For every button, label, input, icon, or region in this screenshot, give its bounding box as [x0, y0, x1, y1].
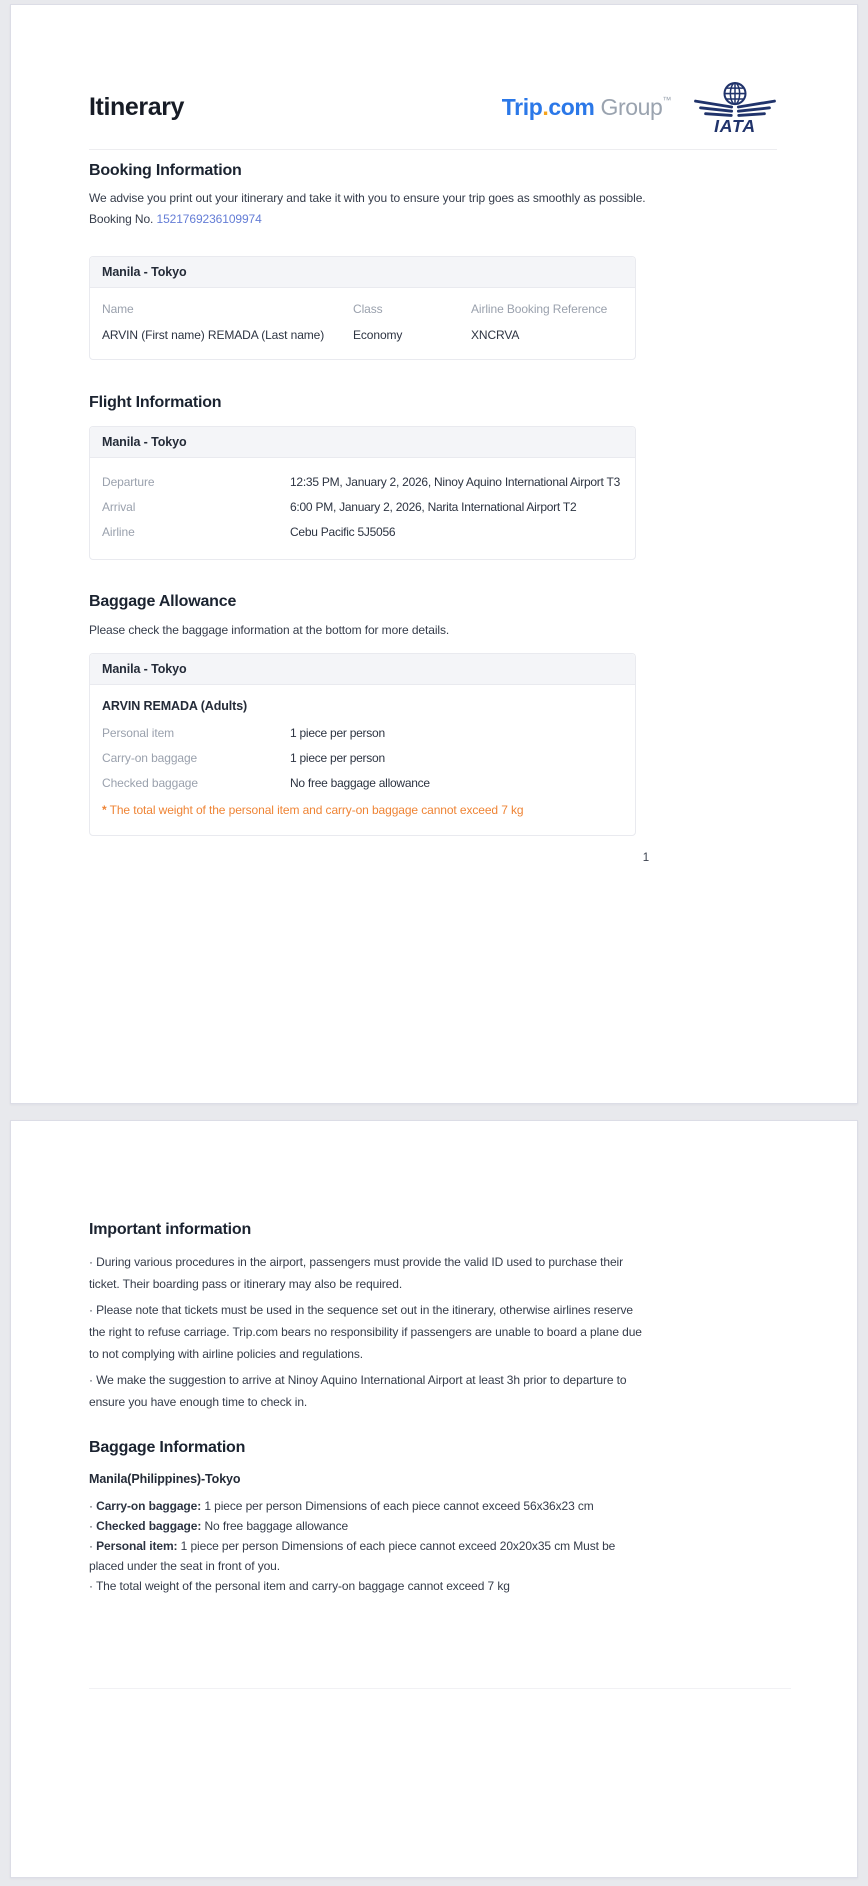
iata-logo-icon	[693, 79, 777, 135]
page-title: Itinerary	[89, 92, 185, 121]
bullet-dot: ·	[89, 1579, 93, 1593]
carry-on-baggage-value: 1 piece per person	[290, 751, 385, 765]
booking-table-header	[102, 302, 623, 317]
document-header	[89, 79, 777, 150]
column-name: Name	[102, 302, 134, 316]
airline-label: Airline	[102, 525, 135, 539]
baggage-information-heading: Baggage Information	[89, 1439, 246, 1456]
baggage-info-item	[89, 1576, 649, 1596]
checked-baggage-label: Checked baggage	[102, 776, 198, 790]
important-info-bullet: · Please note that tickets must be used in the sequence set out in the itinerary, otherwise airlines reserve the right to refuse carriage. Trip.com bears no responsibility if passengers are unable to board a plane due to not complying with airline policies and regulations.	[89, 1303, 642, 1361]
bullet-dot: ·	[89, 1499, 93, 1513]
baggage-weight-warning	[102, 802, 623, 819]
arrival-value: 6:00 PM, January 2, 2026, Narita International Airport T2	[290, 500, 577, 514]
personal-item-row	[102, 723, 623, 744]
bullet-dot: ·	[89, 1519, 93, 1533]
flight-information-heading: Flight Information	[89, 394, 222, 411]
baggage-information-route: Manila(Philippines)-Tokyo	[89, 1472, 241, 1486]
column-class: Class	[353, 302, 383, 316]
baggage-item-term: Carry-on baggage:	[96, 1499, 202, 1513]
baggage-item-term: Checked baggage:	[96, 1519, 202, 1533]
baggage-info-item	[89, 1496, 649, 1516]
trip-logo-com: com	[548, 93, 595, 120]
header-logos	[502, 79, 777, 135]
important-information-list	[89, 1251, 857, 1413]
booking-number-label: Booking No.	[89, 212, 154, 226]
baggage-passenger-name: ARVIN REMADA (Adults)	[102, 699, 248, 713]
baggage-allowance-note: Please check the baggage information at the bottom for more details.	[89, 623, 450, 637]
baggage-item-text: 1 piece per person Dimensions of each piece cannot exceed 56x36x23 cm	[204, 1499, 594, 1513]
class-value: Economy	[353, 328, 403, 342]
airline-value: Cebu Pacific 5J5056	[290, 525, 396, 539]
trip-logo-text: Trip	[501, 93, 543, 120]
iata-logo-text: IATA	[714, 116, 756, 135]
airline-row	[102, 522, 623, 543]
baggage-item-text: The total weight of the personal item and carry-on baggage cannot exceed 7 kg	[95, 1579, 510, 1593]
personal-item-value: 1 piece per person	[290, 726, 385, 740]
tripcom-group-logo	[502, 94, 671, 121]
important-info-bullet: · During various procedures in the airport, passengers must provide the valid ID used to purchase their ticket. Their boarding pass or itinerary may also be required.	[89, 1255, 623, 1291]
itinerary-page-1	[10, 4, 858, 1104]
checked-baggage-value: No free baggage allowance	[290, 776, 430, 790]
section-divider	[89, 1688, 791, 1689]
checked-baggage-row	[102, 773, 623, 794]
baggage-information-list	[89, 1496, 857, 1596]
baggage-item-text: 1 piece per person Dimensions of each piece cannot exceed 20x20x35 cm Must be placed under the seat in front of you.	[89, 1539, 616, 1573]
itinerary-page-2	[10, 1120, 858, 1878]
document-viewer	[0, 4, 868, 1878]
arrival-row	[102, 497, 623, 518]
departure-row	[102, 472, 623, 493]
booking-information-heading: Booking Information	[89, 162, 242, 179]
baggage-card-route: Manila - Tokyo	[90, 654, 635, 685]
bullet-dot: ·	[89, 1539, 93, 1553]
passenger-name-value: ARVIN (First name) REMADA (Last name)	[102, 328, 325, 342]
baggage-allowance-heading: Baggage Allowance	[89, 593, 237, 610]
departure-value: 12:35 PM, January 2, 2026, Ninoy Aquino International Airport T3	[290, 475, 620, 489]
flight-card	[89, 426, 636, 560]
trip-logo-group: Group	[600, 93, 663, 120]
booking-card	[89, 256, 636, 360]
important-info-bullet: · We make the suggestion to arrive at Ninoy Aquino International Airport at least 3h prior to departure to ensure you have enough time to check in.	[89, 1373, 627, 1409]
page-number: 1	[642, 852, 649, 864]
baggage-info-item	[89, 1516, 649, 1536]
column-airline-booking-reference: Airline Booking Reference	[471, 302, 608, 316]
trip-logo-dot: .	[542, 93, 549, 120]
airline-booking-reference-value: XNCRVA	[471, 328, 520, 342]
departure-label: Departure	[102, 475, 155, 489]
trademark-symbol: ™	[662, 94, 671, 105]
baggage-info-item	[89, 1536, 649, 1576]
carry-on-baggage-row	[102, 748, 623, 769]
booking-number-line	[89, 209, 857, 230]
booking-card-route: Manila - Tokyo	[90, 257, 635, 288]
flight-card-route: Manila - Tokyo	[90, 427, 635, 458]
baggage-item-text: No free baggage allowance	[204, 1519, 349, 1533]
booking-table-row	[102, 328, 623, 343]
warning-text: The total weight of the personal item and carry-on baggage cannot exceed 7 kg	[109, 803, 524, 817]
warning-asterisk: *	[102, 803, 107, 817]
carry-on-baggage-label: Carry-on baggage	[102, 751, 198, 765]
important-information-heading: Important information	[89, 1221, 252, 1238]
arrival-label: Arrival	[102, 500, 136, 514]
booking-advice-text: We advise you print out your itinerary and take it with you to ensure your trip goes as smoothly as possible.	[89, 191, 646, 205]
booking-number-link[interactable]: 1521769236109974	[156, 212, 262, 226]
baggage-allowance-card	[89, 653, 636, 836]
personal-item-label: Personal item	[102, 726, 175, 740]
baggage-item-term: Personal item:	[96, 1539, 178, 1553]
